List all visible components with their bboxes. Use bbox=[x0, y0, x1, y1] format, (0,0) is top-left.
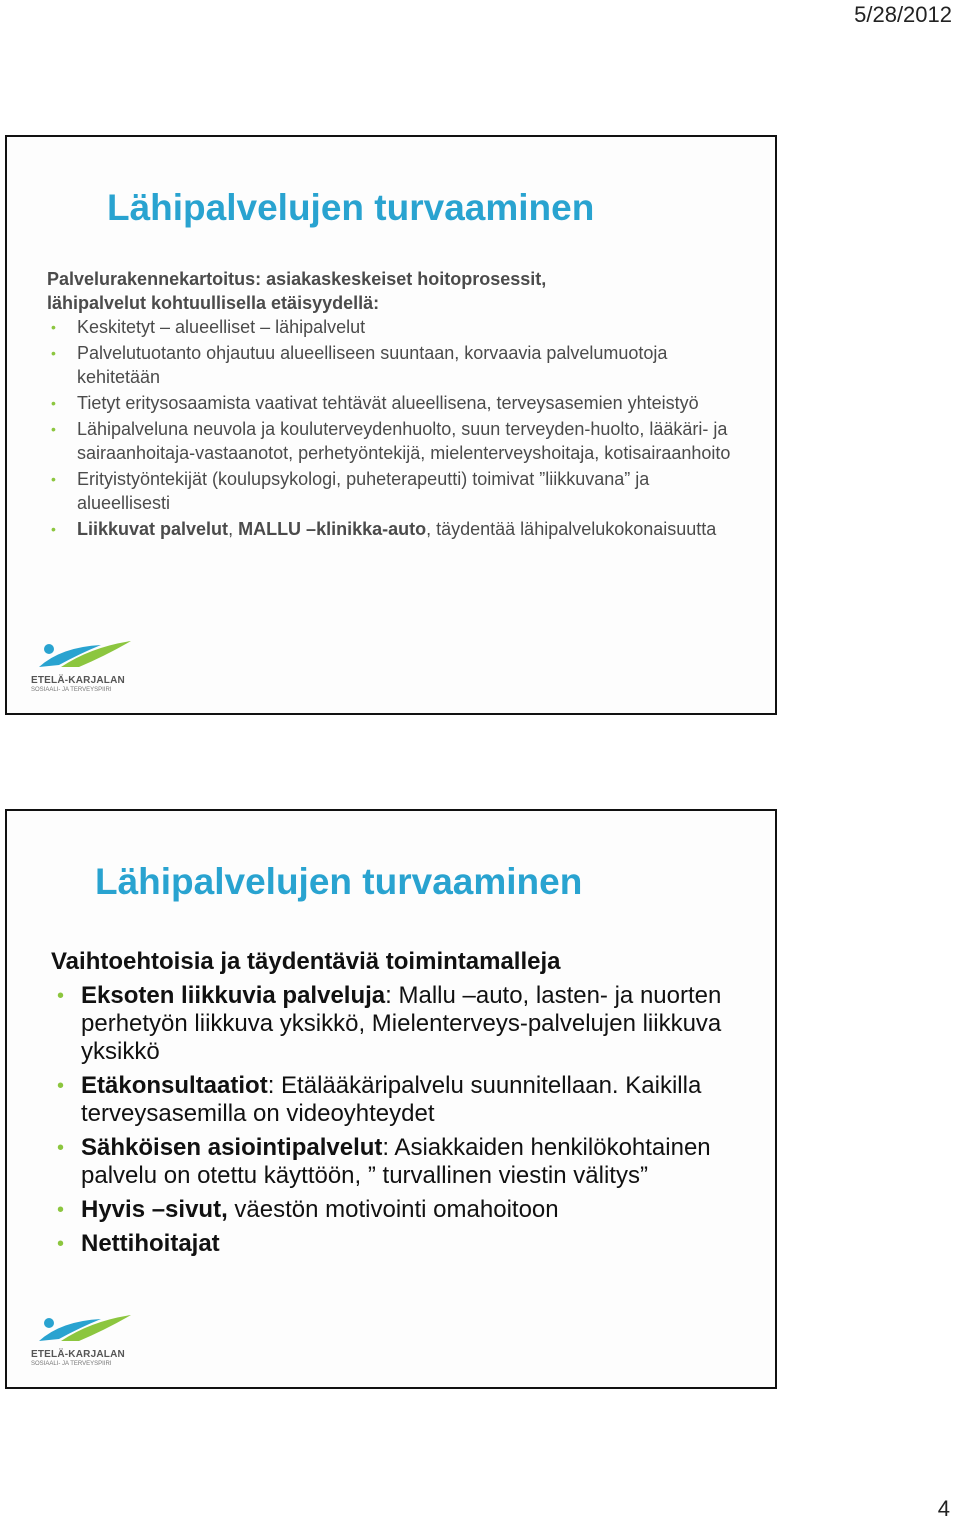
logo-mark-icon bbox=[31, 1311, 141, 1351]
list-item-bold: MALLU –klinikka-auto bbox=[238, 519, 427, 539]
intro-line-1: Palvelurakennekartoitus: asiakaskeskeiset hoitoprosessit, bbox=[47, 269, 547, 289]
list-item bbox=[51, 1072, 751, 1128]
list-item: • Palvelutuotanto ohjautuu alueelliseen suuntaan, korvaavia palvelumuotoja kehitetään bbox=[47, 341, 747, 389]
list-item-bold: Hyvis –sivut, bbox=[81, 1196, 228, 1223]
date-header: 5/28/2012 bbox=[854, 2, 952, 27]
list-item bbox=[51, 1196, 751, 1224]
list-item-text: : Asiakkaiden henkilökohtainen palvelu on otettu käyttöön, ” turvallinen viestin välitys” bbox=[81, 1134, 711, 1189]
bullet-list bbox=[51, 982, 751, 1258]
list-item-text: , täydentää lähipalvelukokonaisuutta bbox=[426, 519, 717, 539]
slide-body bbox=[47, 267, 747, 543]
organization-logo bbox=[31, 1311, 141, 1371]
logo-text: ETELÄ-KARJALAN bbox=[31, 1349, 125, 1360]
list-item-bold: Nettihoitajat bbox=[81, 1230, 220, 1257]
list-item bbox=[51, 1134, 751, 1190]
list-item bbox=[51, 982, 751, 1066]
slide-body bbox=[51, 948, 751, 1264]
slide-1 bbox=[5, 135, 777, 715]
list-item-bold: Liikkuvat palvelut bbox=[77, 519, 229, 539]
list-item bbox=[51, 1230, 751, 1258]
logo-subtext: SOSIAALI- JA TERVEYSPIIRI bbox=[31, 687, 112, 693]
intro-line: Vaihtoehtoisia ja täydentäviä toimintamalleja bbox=[51, 948, 561, 975]
list-item: • Tietyt eritysosaamista vaativat tehtävät alueellisena, terveysasemien yhteistyö bbox=[47, 391, 747, 415]
list-item-bold: Sähköisen asiointipalvelut bbox=[81, 1134, 383, 1161]
logo-text: ETELÄ-KARJALAN bbox=[31, 675, 125, 686]
logo-mark-icon bbox=[31, 637, 141, 677]
list-item bbox=[47, 517, 747, 541]
logo-subtext: SOSIAALI- JA TERVEYSPIIRI bbox=[31, 1361, 112, 1367]
list-item-text: väestön motivointi omahoitoon bbox=[227, 1196, 559, 1223]
slide-title: Lähipalvelujen turvaaminen bbox=[95, 861, 583, 902]
organization-logo bbox=[31, 637, 141, 697]
list-item-sep: , bbox=[228, 519, 239, 539]
list-item: • Erityistyöntekijät (koulupsykologi, puheterapeutti) toimivat ”liikkuvana” ja alueellisesti bbox=[47, 467, 747, 515]
list-item-text: : Mallu –auto, lasten- ja nuorten perhetyön liikkuva yksikkö, Mielenterveys-palvelujen liikkuva yksikkö bbox=[81, 982, 722, 1065]
intro-line-2: lähipalvelut kohtuullisella etäisyydellä: bbox=[47, 293, 380, 313]
bullet-list bbox=[47, 315, 747, 541]
list-item-bold: Etäkonsultaatiot bbox=[81, 1072, 268, 1099]
slide-title: Lähipalvelujen turvaaminen bbox=[107, 187, 595, 228]
slide-2 bbox=[5, 809, 777, 1389]
page-number: 4 bbox=[937, 1496, 950, 1521]
list-item: • Keskitetyt – alueelliset – lähipalvelut bbox=[47, 315, 747, 339]
list-item-text: : Etälääkäripalvelu suunnitellaan. Kaikilla terveysasemilla on videoyhteydet bbox=[81, 1072, 702, 1127]
list-item: • Lähipalveluna neuvola ja kouluterveydenhuolto, suun terveyden-huolto, lääkäri- ja sairaanhoitaja-vastaanotot, perhetyöntekijä, mielenterveyshoitaja, kotisairaanhoito bbox=[47, 417, 747, 465]
list-item-bold: Eksoten liikkuvia palveluja bbox=[81, 982, 386, 1009]
